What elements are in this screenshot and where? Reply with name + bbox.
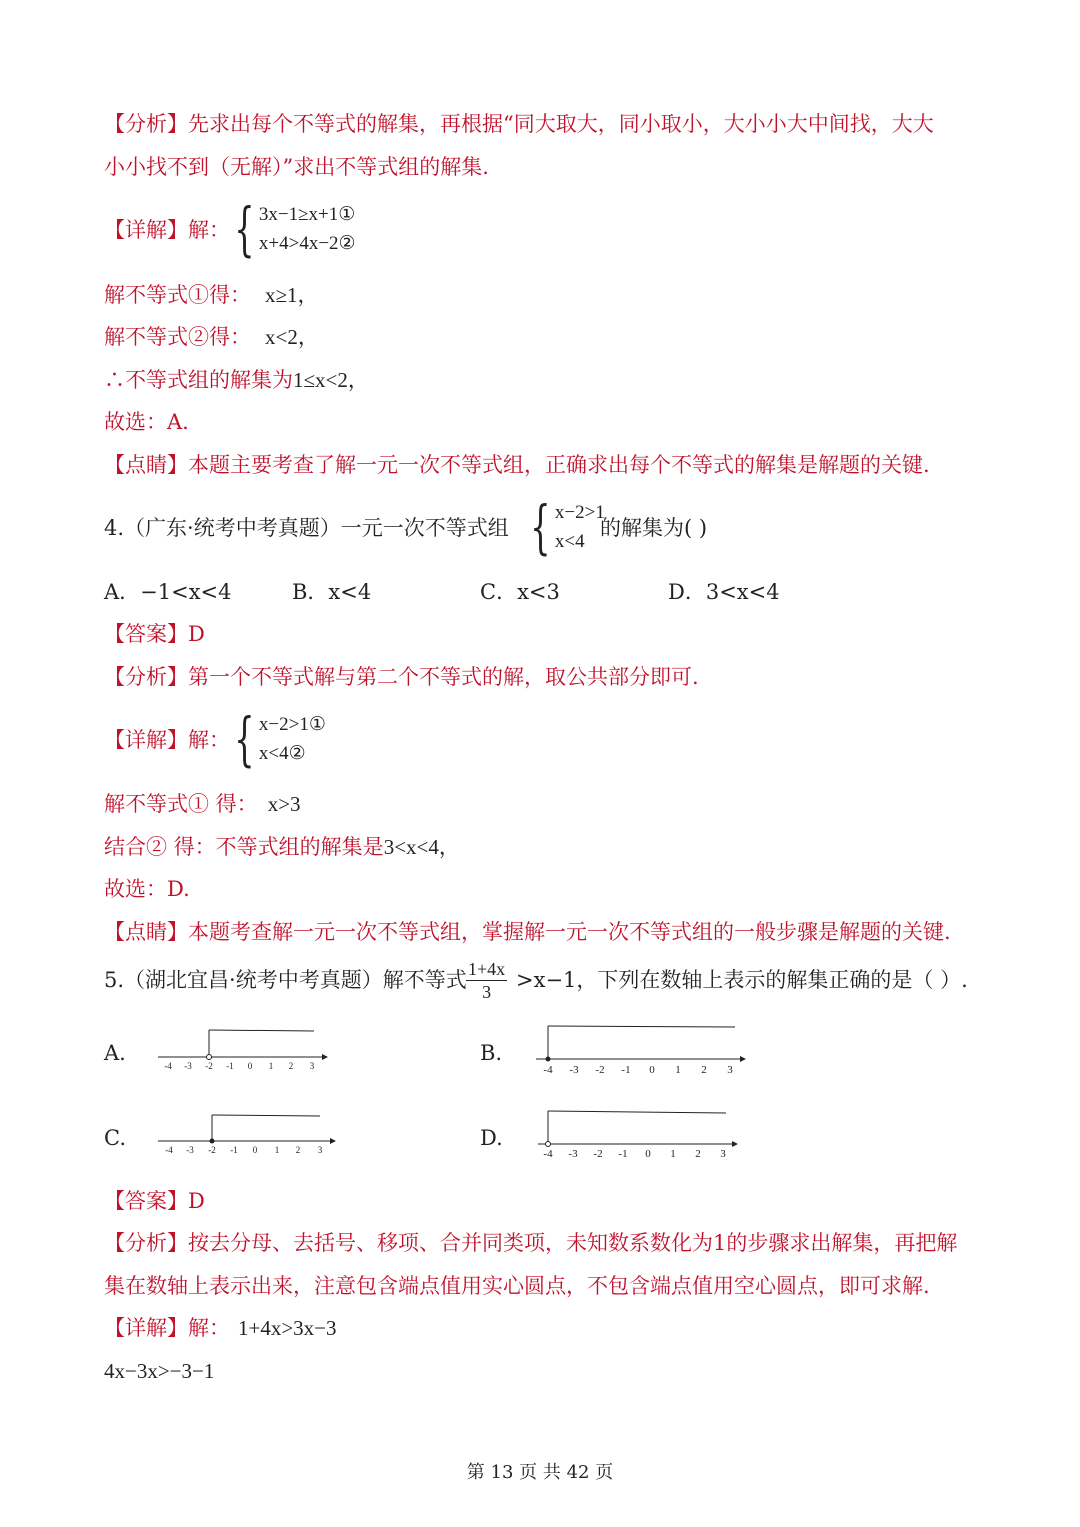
- fraction-denominator: 3: [482, 982, 492, 1002]
- question-5-suffix: >x−1，下列在数轴上表示的解集正确的是（ ）.: [516, 968, 968, 992]
- tick-label: -2: [593, 1148, 603, 1160]
- system-row: x−2>1①: [258, 714, 326, 735]
- tick-label: -1: [230, 1145, 238, 1155]
- number-line-c: [150, 1108, 340, 1158]
- fraction-numerator: 1+4x: [468, 959, 506, 979]
- tick-label: -2: [595, 1064, 605, 1076]
- tick-label: -3: [568, 1148, 578, 1160]
- detail-label-1: 【详解】解：: [104, 218, 230, 242]
- q4-step-1: 解不等式① 得： x>3: [104, 792, 301, 816]
- system-row: 3x−1≥x+1①: [258, 204, 356, 225]
- analysis-line-5a: 【分析】按去分母、去括号、移项、合并同类项，未知数系数化为1的步骤求出解集，再把解: [104, 1231, 958, 1255]
- system-row: x−2>1: [554, 502, 605, 523]
- q4-note-line: 【点睛】本题考查解一元一次不等式组，掌握解一元一次不等式组的一般步骤是解题的关键.: [104, 920, 951, 944]
- tick-label: -3: [186, 1145, 194, 1155]
- option-d: D．3<x<4: [668, 580, 780, 604]
- detail-line-5: 【详解】解： 1+4x>3x−3: [104, 1316, 337, 1340]
- system-row: x<4②: [258, 743, 306, 764]
- question-5-fraction: [466, 958, 507, 1003]
- option-c: C．x<3: [480, 580, 560, 604]
- tick-label: -1: [618, 1148, 628, 1160]
- answer-line-4: 【答案】D: [104, 622, 205, 646]
- tick-labels: [164, 1061, 315, 1071]
- tick-label: 0: [247, 1061, 253, 1071]
- tick-label: 3: [727, 1064, 733, 1076]
- note-line: 【点睛】本题主要考查了解一元一次不等式组，正确求出每个不等式的解集是解题的关键.: [104, 453, 930, 477]
- solution-set-line: ∴不等式组的解集为1≤x<2，: [104, 368, 369, 392]
- tick-label: 1: [675, 1064, 681, 1076]
- tick-label: 3: [720, 1148, 726, 1160]
- tick-label: 0: [252, 1145, 258, 1155]
- question-5-prefix: 5.（湖北宜昌·统考中考真题）解不等式: [104, 968, 467, 992]
- tick-label: -4: [543, 1064, 553, 1076]
- inequality-system-1: [226, 195, 356, 263]
- option-a-label: A.: [104, 1041, 126, 1065]
- option-c-label: C.: [104, 1126, 126, 1150]
- tick-label: -4: [165, 1145, 173, 1155]
- option-b: B．x<4: [292, 580, 372, 604]
- option-d-label: D.: [480, 1126, 503, 1150]
- question-4-prefix: 4.（广东·统考中考真题）一元一次不等式组: [104, 516, 509, 540]
- tick-label: -4: [543, 1148, 553, 1160]
- analysis-line-5b: 集在数轴上表示出来，注意包含端点值用实心圆点，不包含端点值用空心圆点，即可求解.: [104, 1274, 930, 1298]
- tick-label: 1: [268, 1061, 274, 1071]
- solve-step-1: 解不等式①得： x≥1，: [104, 283, 319, 307]
- system-row: x+4>4x−2②: [258, 233, 356, 254]
- tick-label: -3: [569, 1064, 579, 1076]
- tick-label: -2: [208, 1145, 216, 1155]
- analysis-line-1: 【分析】先求出每个不等式的解集，再根据“同大取大，同小取小，大小小大中间找，大大: [104, 112, 934, 136]
- tick-label: -3: [184, 1061, 192, 1071]
- tick-label: 2: [295, 1145, 301, 1155]
- analysis-line-4: 【分析】第一个不等式解与第二个不等式的解，取公共部分即可.: [104, 665, 699, 689]
- analysis-line-2: 小小找不到（无解）”求出不等式组的解集.: [104, 155, 489, 179]
- tick-label: -2: [205, 1061, 213, 1071]
- page-footer: 第 13 页 共 42 页: [466, 1462, 614, 1483]
- brace-icon: {: [530, 493, 551, 561]
- q4-step-2: 结合② 得：不等式组的解集是3<x<4，: [104, 835, 460, 859]
- tick-label: 1: [670, 1148, 676, 1160]
- q4-choose-line: 故选：D.: [104, 877, 190, 901]
- tick-label: 0: [649, 1064, 655, 1076]
- tick-label: 2: [701, 1064, 707, 1076]
- question-4-suffix: 的解集为( ): [600, 516, 708, 540]
- question-4-system: [522, 493, 605, 561]
- tick-labels: [543, 1064, 733, 1076]
- tick-label: 2: [288, 1061, 294, 1071]
- number-line-a: [150, 1022, 330, 1074]
- final-step-line: 4x−3x>−3−1: [104, 1359, 215, 1383]
- detail-label-2: 【详解】解：: [104, 728, 230, 752]
- solve-step-2: 解不等式②得： x<2，: [104, 325, 319, 349]
- tick-label: -1: [621, 1064, 631, 1076]
- option-b-label: B.: [480, 1041, 503, 1065]
- brace-icon: {: [234, 195, 255, 263]
- answer-line-5: 【答案】D: [104, 1189, 205, 1213]
- tick-label: 0: [645, 1148, 651, 1160]
- tick-label: -4: [164, 1061, 172, 1071]
- tick-label: 1: [274, 1145, 280, 1155]
- brace-icon: {: [234, 705, 255, 773]
- option-a: A．−1<x<4: [104, 580, 232, 604]
- tick-label: 2: [695, 1148, 701, 1160]
- tick-label: 3: [317, 1145, 323, 1155]
- choose-line: 故选：A.: [104, 410, 189, 434]
- tick-labels: [543, 1148, 726, 1160]
- tick-labels: [165, 1145, 323, 1155]
- tick-label: -1: [226, 1061, 234, 1071]
- inequality-system-2: [226, 705, 326, 773]
- tick-label: 3: [309, 1061, 315, 1071]
- number-line-d: [532, 1104, 742, 1164]
- system-row: x<4: [554, 531, 585, 552]
- number-line-b: [530, 1018, 750, 1080]
